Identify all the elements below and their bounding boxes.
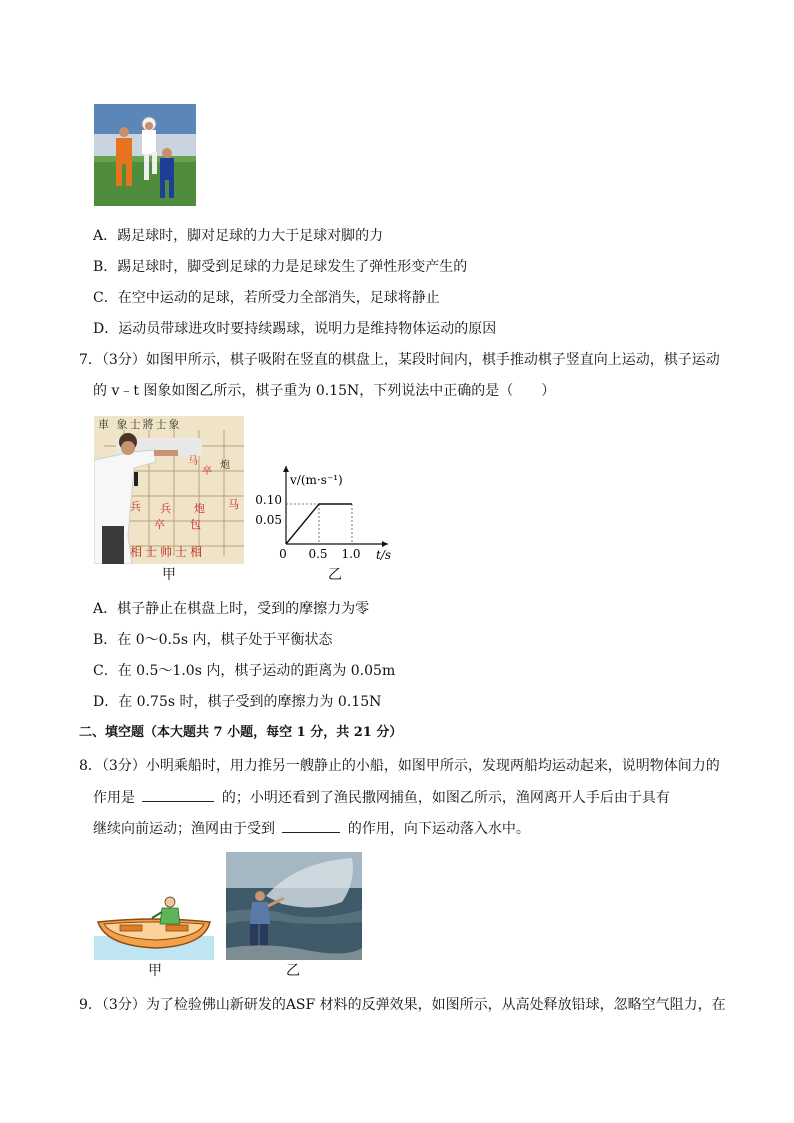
q7-fig-a-caption: 甲 <box>162 567 176 583</box>
chess-board-photo <box>94 416 244 564</box>
x-tick-0: 0 <box>279 547 287 561</box>
q7-option-a: A．棋子静止在棋盘上时，受到的摩擦力为零 <box>93 601 370 617</box>
q7-stem-line2: 的 v﹣t 图象如图乙所示，棋子重为 0.15N，下列说法中正确的是（ ） <box>93 383 556 399</box>
q8-line2-part1: 作用是 <box>93 790 135 806</box>
q8-blank-1[interactable] <box>142 787 214 802</box>
q7-stem-line1: 7．（3分）如图甲所示，棋子吸附在竖直的棋盘上，某段时间内，棋手推动棋子竖直向上运动，棋子运动 <box>79 352 720 368</box>
board-piece-5: 炮 <box>194 502 205 515</box>
q8-fig-a-caption: 甲 <box>148 963 162 979</box>
y-axis-arrow <box>283 466 289 472</box>
q7-option-c: C．在 0.5～1.0s 内，棋子运动的距离为 0.05m <box>93 663 396 679</box>
board-piece-2: 马 <box>188 456 198 467</box>
boat-illustration <box>94 880 214 960</box>
q8-stem-line2 <box>93 787 670 808</box>
q7-fig-b-caption: 乙 <box>328 567 342 583</box>
board-bottom-row: 相士帅士相 <box>130 545 206 559</box>
board-piece-1: 卒 <box>202 466 212 477</box>
x-tick-05: 0.5 <box>308 547 328 561</box>
q8-blank-2[interactable] <box>282 818 340 833</box>
section-2-heading: 二、填空题（本大题共 7 小题，每空 1 分，共 21 分） <box>79 725 403 740</box>
board-piece-4: 兵 <box>130 500 141 513</box>
x-tick-10: 1.0 <box>341 547 361 561</box>
q8-line3-part1: 继续向前运动；渔网由于受到 <box>93 821 275 837</box>
x-axis-arrow <box>382 541 388 547</box>
board-piece-7: 马 <box>228 498 239 511</box>
y-tick-010: 0.10 <box>255 493 282 507</box>
board-piece-6: 兵 <box>160 502 171 515</box>
q8-stem-line1: 8．（3分）小明乘船时，用力推另一艘静止的小船，如图甲所示，发现两船均运动起来，说明物体间力的 <box>79 758 720 774</box>
q6-option-d: D．运动员带球进攻时要持续踢球，说明力是维持物体运动的原因 <box>93 321 497 337</box>
q8-stem-line3 <box>93 818 530 839</box>
y-tick-005: 0.05 <box>255 513 282 527</box>
board-piece-8: 包 <box>190 518 201 531</box>
q8-line3-part2: 的作用，向下运动落入水中。 <box>347 821 530 837</box>
board-top-row: 車 象士將士象 <box>98 418 182 431</box>
q6-option-a: A．踢足球时，脚对足球的力大于足球对脚的力 <box>93 228 384 244</box>
football-photo <box>94 104 196 206</box>
fisherman-photo <box>226 852 362 960</box>
x-axis-label: t/s <box>376 548 392 562</box>
q6-option-b: B．踢足球时，脚受到足球的力是足球发生了弹性形变产生的 <box>93 259 468 275</box>
board-piece-9: 卒 <box>154 518 165 531</box>
q6-option-c: C．在空中运动的足球，若所受力全部消失，足球将静止 <box>93 290 440 306</box>
q9-stem-line1: 9．（3分）为了检验佛山新研发的ASF 材料的反弹效果，如图所示，从高处释放铅球，忽略空气阻力，在 <box>79 997 726 1013</box>
q7-option-d: D．在 0.75s 时，棋子受到的摩擦力为 0.15N <box>93 694 382 710</box>
q8-line2-part2: 的；小明还看到了渔民撒网捕鱼，如图乙所示，渔网离开人手后由于具有 <box>221 790 670 806</box>
board-piece-3: 炮 <box>220 460 230 471</box>
q8-fig-b-caption: 乙 <box>286 963 300 979</box>
q7-option-b: B．在 0～0.5s 内，棋子处于平衡状态 <box>93 632 333 648</box>
y-axis-label: v/(m·s⁻¹) <box>290 473 343 487</box>
vt-graph <box>250 462 400 562</box>
